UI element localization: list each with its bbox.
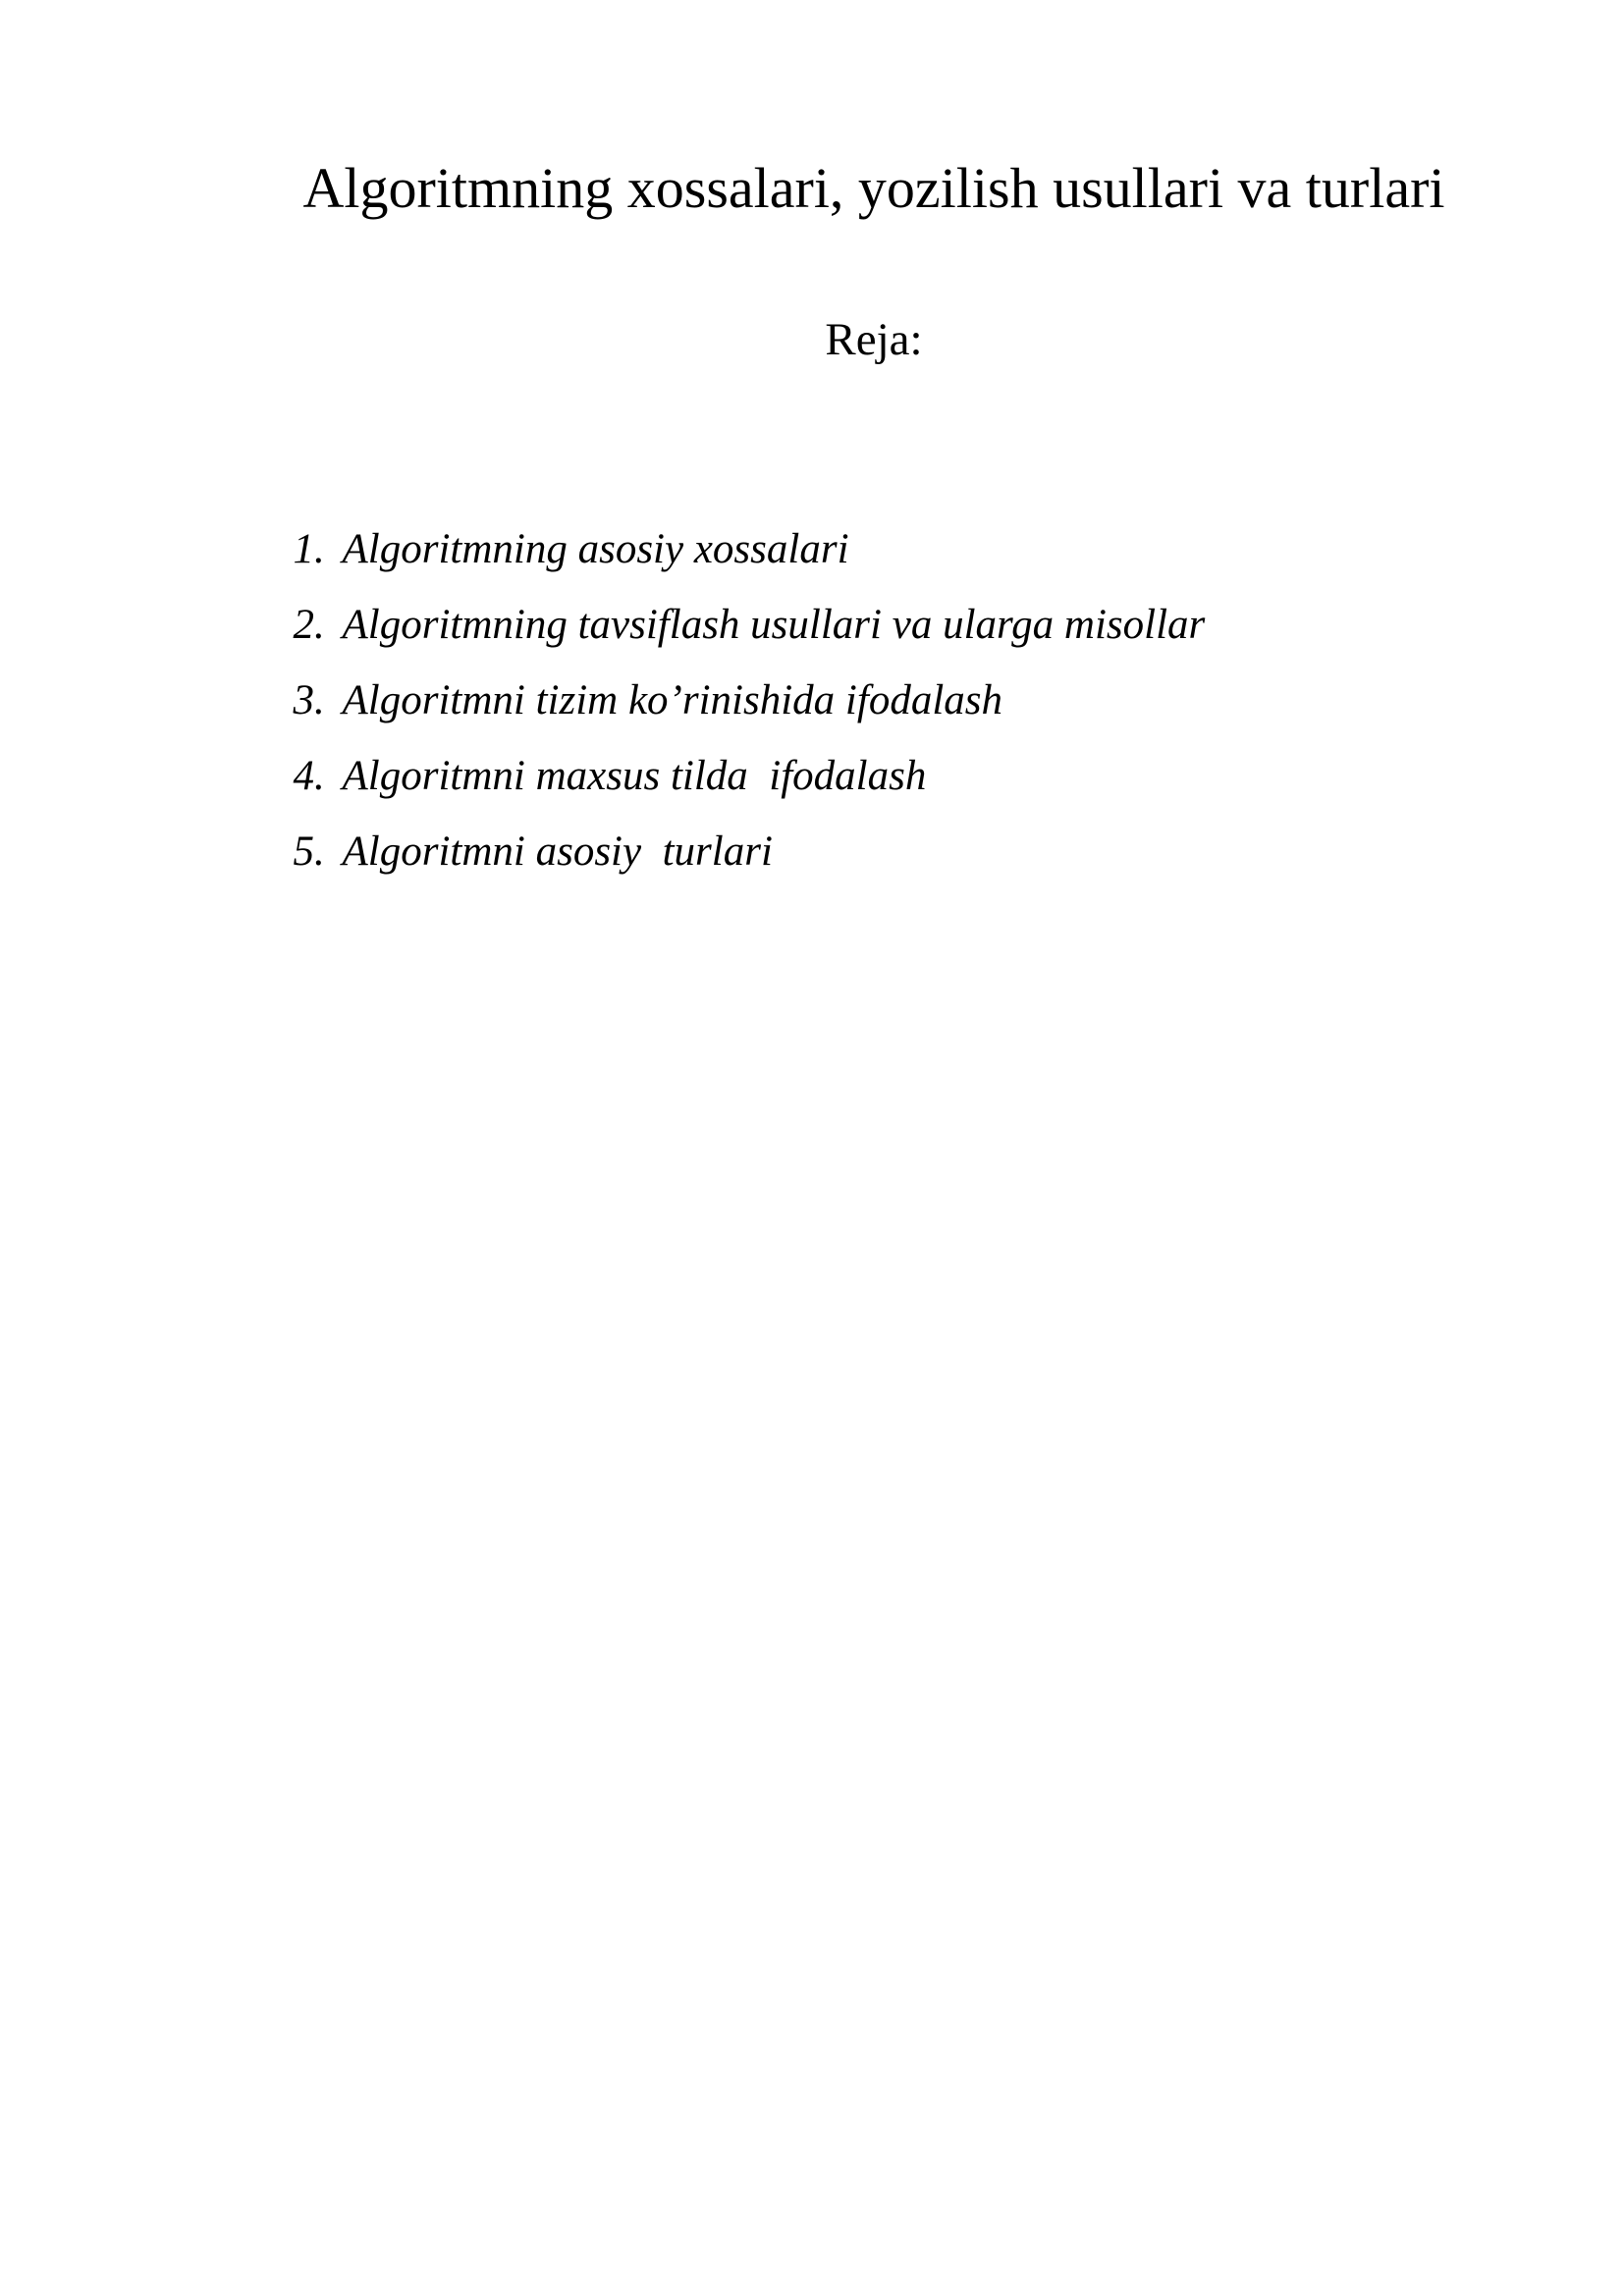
plan-item-text: Algoritmning asosiy xossalari [342, 526, 849, 572]
plan-item-number: 5. [293, 828, 325, 875]
plan-item-text: Algoritmni asosiy turlari [342, 828, 773, 875]
plan-heading: Reja: [825, 314, 923, 365]
plan-item-number: 4. [293, 753, 325, 799]
plan-item-number: 2. [293, 602, 325, 648]
plan-item-2 [230, 537, 1206, 648]
plan-item-5 [230, 764, 1205, 875]
plan-item-number: 1. [293, 526, 325, 572]
plan-item-text: Algoritmni tizim ko’rinishida ifodalash [342, 677, 1003, 723]
plan-item-1 [230, 461, 1205, 572]
plan-item-4 [230, 688, 1205, 799]
plan-list [230, 461, 1206, 875]
plan-item-text: Algoritmning tavsiflash usullari va ularga misollar [342, 602, 1206, 648]
plan-item-number: 3. [293, 677, 325, 723]
document-title: Algoritmning xossalari, yozilish usullari va turlari [302, 156, 1445, 220]
plan-item-3 [230, 613, 1205, 723]
plan-item-text: Algoritmni maxsus tilda ifodalash [342, 753, 927, 799]
